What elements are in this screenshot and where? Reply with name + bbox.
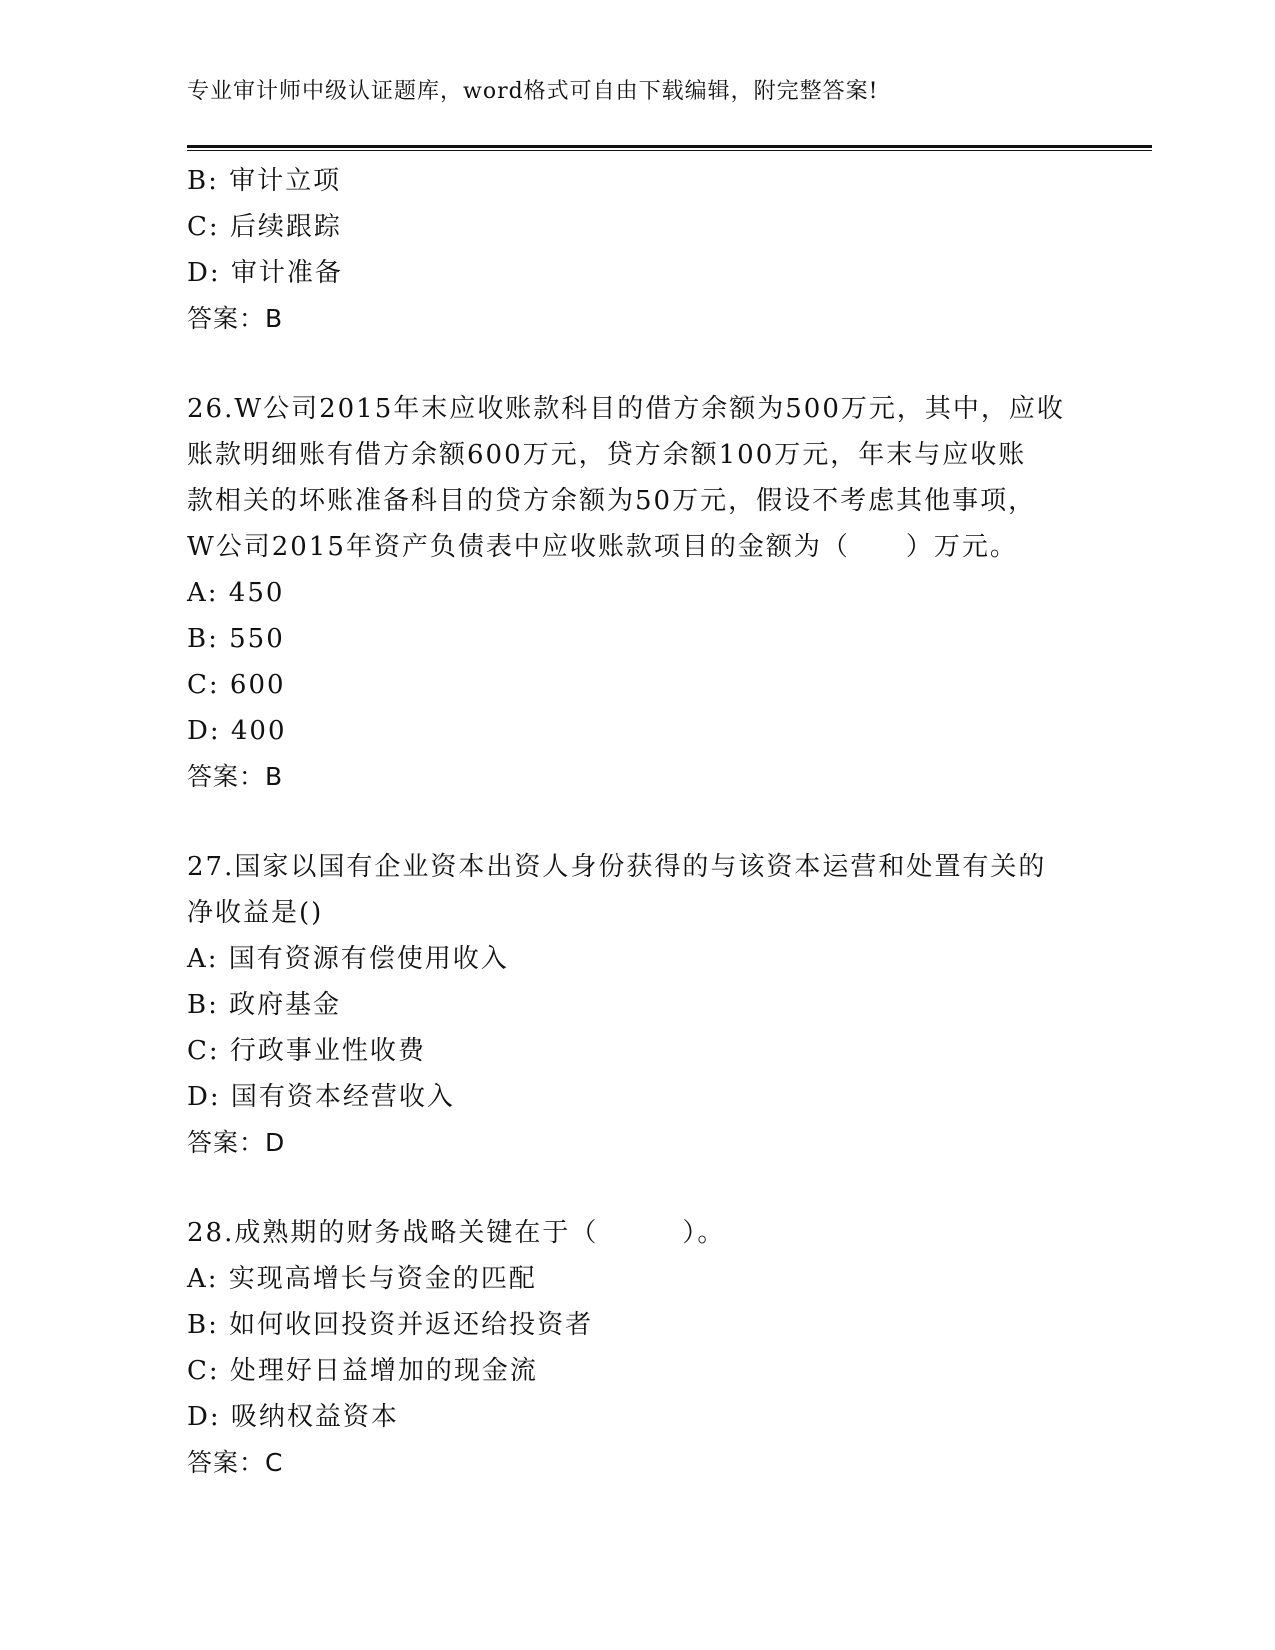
option-c: C: 后续跟踪 [187, 212, 342, 242]
option-d: D: 400 [187, 716, 287, 746]
answer: 答案：D [187, 1128, 286, 1157]
header-divider [187, 145, 1152, 151]
option-d: D: 审计准备 [187, 258, 343, 288]
question-25-tail [187, 158, 1087, 342]
question-text: 28.成熟期的财务战略关键在于（ ）。 [187, 1218, 726, 1248]
option-a: A: 450 [187, 578, 285, 608]
option-b: B: 550 [187, 624, 285, 654]
question-text: 27.国家以国有企业资本出资人身份获得的与该资本运营和处置有关的 净收益是() [187, 852, 1047, 928]
page-header: 专业审计师中级认证题库，word格式可自由下载编辑，附完整答案! [187, 79, 879, 104]
question-28 [187, 1210, 1087, 1486]
option-b: B: 政府基金 [187, 990, 342, 1020]
spacer [187, 800, 1087, 844]
option-b: B: 审计立项 [187, 166, 342, 196]
question-text: 26.W公司2015年末应收账款科目的借方余额为500万元，其中，应收 账款明细账有借方余额600万元，贷方余额100万元，年末与应收账 款相关的坏账准备科目的贷方余额为50万元，假设不考虑其他事项， W公司2015年资产负债表中应收账款项目的金额为（ ）万元。 [187, 394, 1065, 562]
option-b: B: 如何收回投资并返还给投资者 [187, 1310, 594, 1340]
option-c: C: 处理好日益增加的现金流 [187, 1356, 538, 1386]
option-a: A: 实现高增长与资金的匹配 [187, 1264, 537, 1294]
question-list [187, 158, 1087, 1486]
option-c: C: 600 [187, 670, 286, 700]
answer: 答案：B [187, 762, 284, 791]
option-d: D: 国有资本经营收入 [187, 1082, 455, 1112]
spacer [187, 1166, 1087, 1210]
question-27 [187, 844, 1087, 1166]
question-26 [187, 386, 1087, 800]
option-c: C: 行政事业性收费 [187, 1036, 426, 1066]
spacer [187, 342, 1087, 386]
answer: 答案：B [187, 304, 284, 333]
answer: 答案：C [187, 1448, 284, 1477]
option-d: D: 吸纳权益资本 [187, 1402, 399, 1432]
option-a: A: 国有资源有偿使用收入 [187, 944, 509, 974]
